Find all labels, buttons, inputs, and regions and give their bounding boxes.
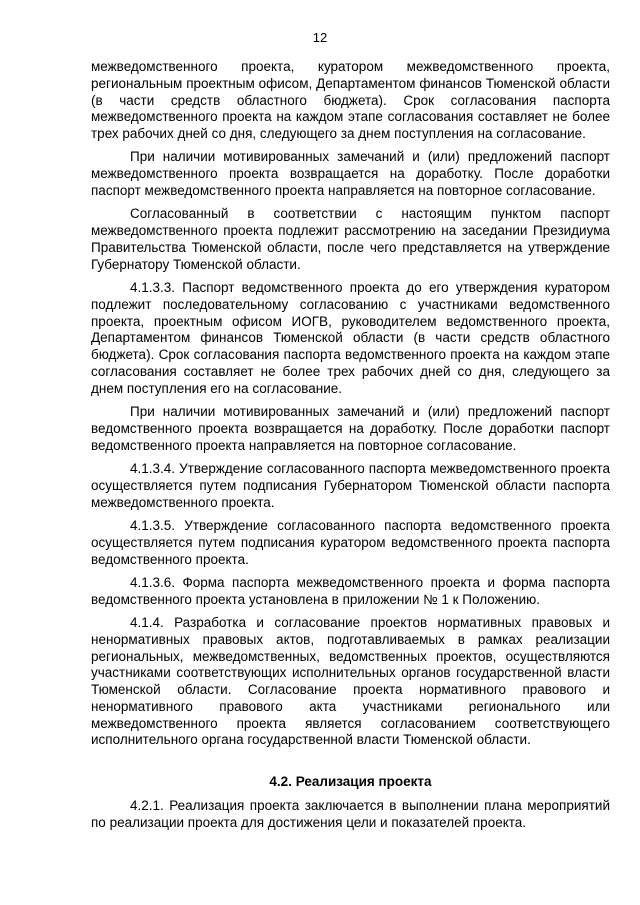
section-heading: 4.2. Реализация проекта bbox=[269, 774, 432, 790]
page-number: 12 bbox=[312, 30, 328, 45]
paragraph-4-2-1: 4.2.1. Реализация проекта заключается в выполнении плана мероприятий по реализации проекта для достижения цели и показателей проекта. bbox=[91, 798, 610, 830]
paragraph-remarks-departmental: При наличии мотивированных замечаний и (или) предложений паспорт ведомственного проекта возвращается на доработку. После доработки паспорт ведомственного проекта направляется на повторное согласование. bbox=[91, 404, 610, 453]
paragraph-continuation: межведомственного проекта, куратором межведомственного проекта, региональным проектным офисом, Департаментом финансов Тюменской области (в части средств областного бюджета). Срок согласования паспорта межведомственного проекта на каждом этапе согласования составляет не более трех рабочих дней со дня, следующего за днем поступления на согласование. bbox=[91, 59, 610, 142]
paragraph-remarks-interdepartmental: При наличии мотивированных замечаний и (или) предложений паспорт межведомственного проекта возвращается на доработку. После доработки паспорт межведомственного проекта направляется на повторное согласование. bbox=[91, 149, 610, 199]
paragraph-4-1-3-6: 4.1.3.6. Форма паспорта межведомственного проекта и форма паспорта ведомственного проекта установлена в приложении № 1 к Положению. bbox=[91, 574, 610, 607]
paragraph-4-1-3-3: 4.1.3.3. Паспорт ведомственного проекта до его утверждения куратором подлежит последовательному согласованию с участниками ведомственного проекта, проектным офисом ИОГВ, руководителем ведомственного проекта, Департаментом финансов Тюменской области (в части средств областного бюджета). Срок согласования паспорта ведомственного проекта на каждом этапе согласования составляет не более трех рабочих дней со дня, следующего за днем поступления его на согласование. bbox=[91, 280, 610, 396]
document-body bbox=[91, 59, 610, 838]
paragraph-4-1-4: 4.1.4. Разработка и согласование проектов нормативных правовых и ненормативных правовых актов, подготавливаемых в рамках реализации региональных, межведомственных, ведомственных проектов, осуществляются участниками соответствующих исполнительных органов государственной власти Тюменской области. Согласование проекта нормативного правового и ненормативного правового акта участниками регионального или межведомственного проекта является согласованием соответствующего исполнительного органа государственной власти Тюменской области. bbox=[91, 614, 610, 748]
paragraph-presidium-review: Согласованный в соответствии с настоящим пунктом паспорт межведомственного проекта подлежит рассмотрению на заседании Президиума Правительства Тюменской области, после чего представляется на утверждение Губернатору Тюменской области. bbox=[91, 206, 610, 272]
paragraph-4-1-3-4: 4.1.3.4. Утверждение согласованного паспорта межведомственного проекта осуществляется путем подписания Губернатором Тюменской области паспорта межведомственного проекта. bbox=[91, 461, 610, 510]
paragraph-4-1-3-5: 4.1.3.5. Утверждение согласованного паспорта ведомственного проекта осуществляется путем подписания куратором ведомственного проекта паспорта ведомственного проекта. bbox=[91, 517, 610, 567]
